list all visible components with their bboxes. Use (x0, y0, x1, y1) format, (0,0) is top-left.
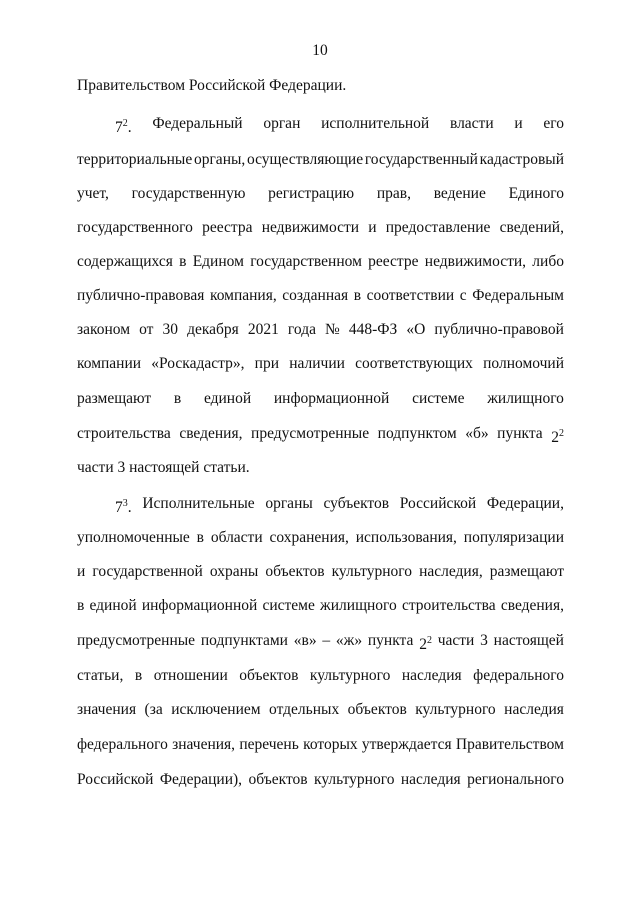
text-line: значения (за исключением отдельных объектов культурного наследия (77, 701, 564, 718)
text-line: Правительством Российской Федерации. (77, 77, 347, 94)
text-line: Российской Федерации), объектов культурного наследия регионального (77, 771, 564, 788)
text-line: федерального значения, перечень которых утверждается Правительством (77, 736, 564, 753)
text-line: размещают в единой информационной системе жилищного (77, 390, 564, 407)
text-line: компании «Роскадастр», при наличии соответствующих полномочий (77, 355, 564, 372)
text-line: и государственной охраны объектов культурного наследия, размещают (77, 563, 564, 580)
text-line: предусмотренные подпунктами «в» – «ж» пункта $2^2$ части 3 настоящей (77, 632, 564, 653)
text-line: публично-правовая компания, созданная в соответствии с Федеральным (77, 287, 564, 304)
text-line: статьи, в отношении объектов культурного наследия федерального (77, 667, 564, 684)
text-line: строительства сведения, предусмотренные подпунктом «б» пункта $2^2$ (77, 425, 564, 446)
text-line: содержащихся в Едином государственном реестре недвижимости, либо (77, 253, 564, 270)
text-line: учет, государственную регистрацию прав, ведение Единого (77, 185, 564, 202)
page-number: 10 (312, 42, 328, 59)
text-line: государственного реестра недвижимости и предоставление сведений, (77, 219, 564, 236)
text-line: законом от 30 декабря 2021 года № 448-ФЗ «О публично-правовой (77, 321, 564, 338)
text-line: в единой информационной системе жилищного строительства сведения, (77, 597, 564, 614)
paragraph-heading-7-2: $7^2$. Федеральный орган исполнительной власти и его (115, 115, 564, 136)
text-line: территориальные органы, осуществляющие государственный кадастровый (77, 151, 564, 168)
text-line: уполномоченные в области сохранения, использования, популяризации (77, 529, 564, 546)
paragraph-heading-7-3: $7^3$. Исполнительные органы субъектов Российской Федерации, (115, 495, 564, 516)
text-line: части 3 настоящей статьи. (77, 459, 250, 476)
